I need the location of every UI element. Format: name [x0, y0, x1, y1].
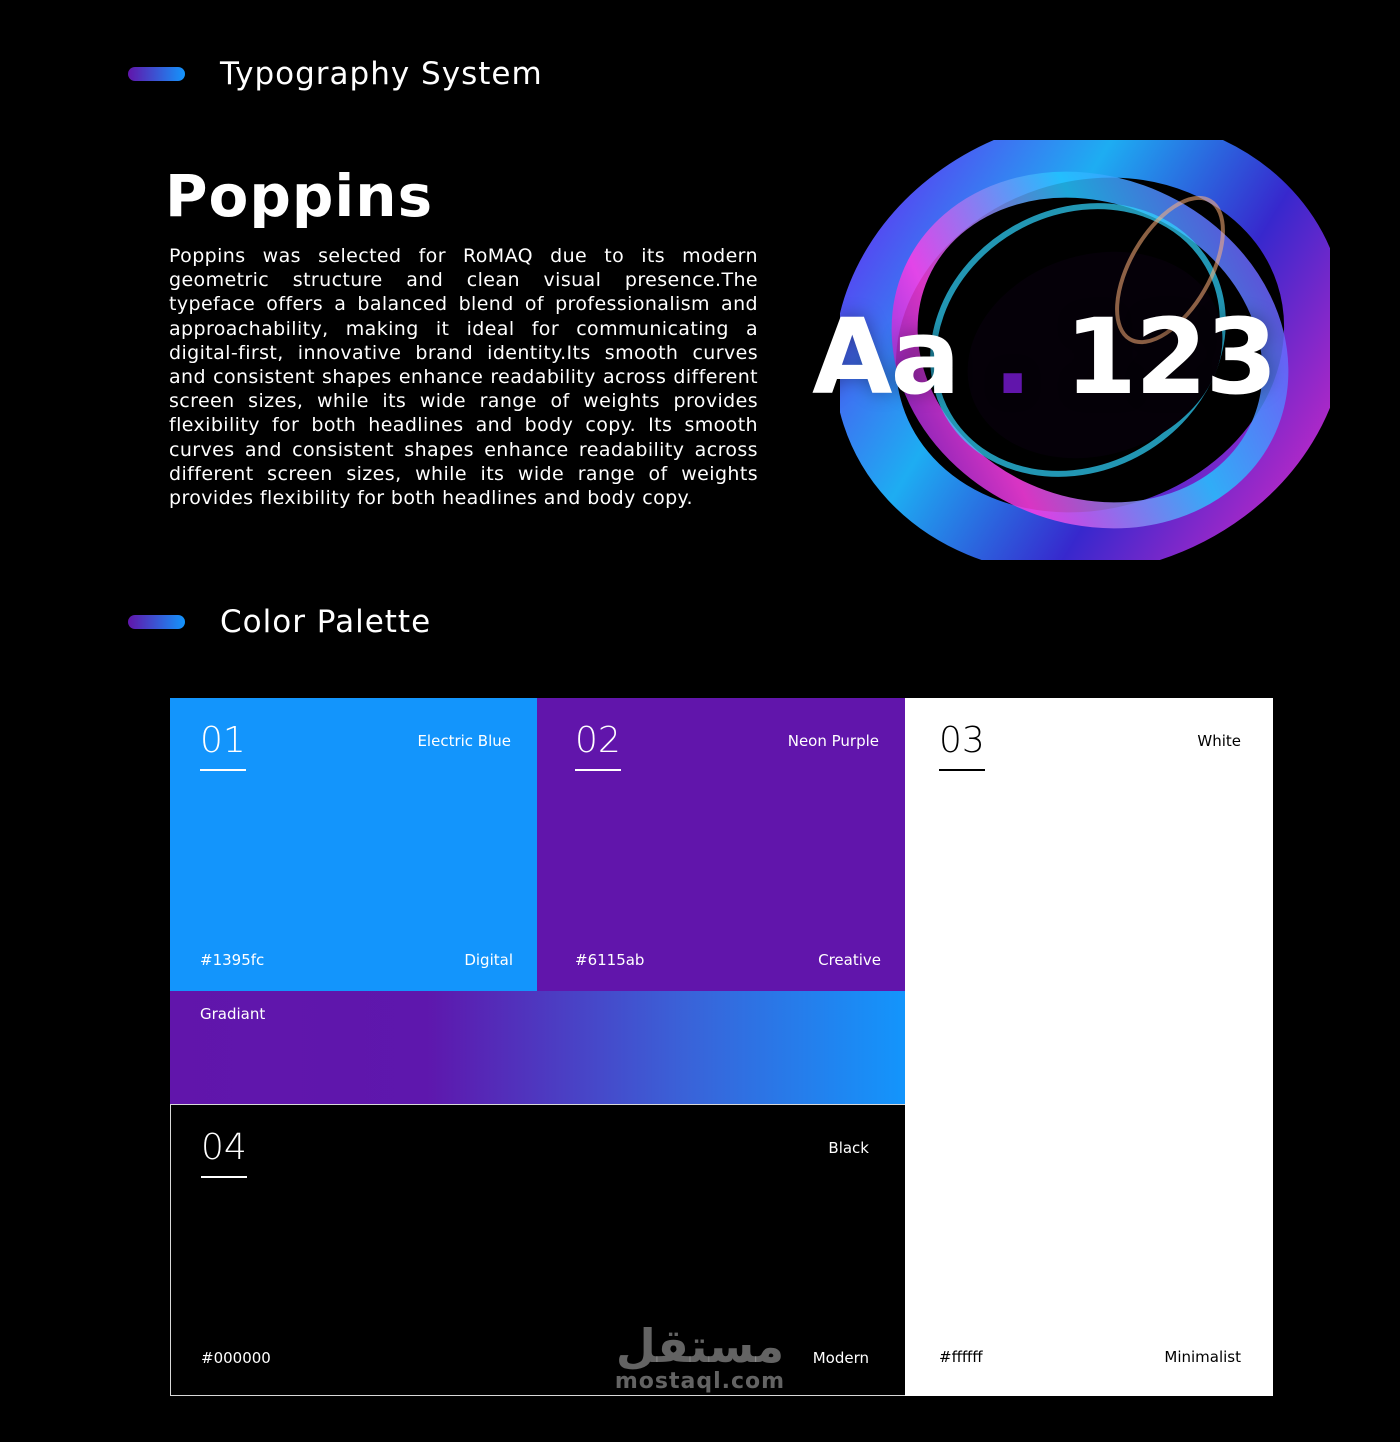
swatch-hex: #1395fc [200, 951, 265, 969]
swatch-gradient [170, 991, 905, 1104]
swatch-white [905, 698, 1273, 1396]
swatch-tag: Modern [812, 1349, 869, 1367]
swatch-hex: #ffffff [939, 1348, 983, 1366]
color-section-title: Color Palette [220, 604, 432, 640]
swatch-tag: Minimalist [1164, 1348, 1241, 1366]
swatch-tag: Creative [818, 951, 881, 969]
swatch-number: 04 [201, 1127, 247, 1172]
specimen-dot: . [992, 296, 1031, 418]
gradient-label: Gradiant [200, 1005, 266, 1023]
swatch-hex: #6115ab [575, 951, 645, 969]
swatch-number: 02 [575, 720, 621, 765]
swatch-name: Electric Blue [417, 732, 511, 750]
font-name-heading: Poppins [165, 162, 434, 230]
typography-section-header [128, 56, 543, 92]
gradient-pill-icon [128, 615, 185, 629]
swatch-tag: Digital [464, 951, 513, 969]
watermark-latin: mostaql.com [614, 1369, 786, 1394]
specimen-letters: Aa [812, 296, 959, 418]
swatch-name: White [1197, 732, 1241, 750]
swatch-neon-purple [537, 698, 905, 991]
swatch-electric-blue [170, 698, 537, 991]
watermark-arabic: مستقل [615, 1319, 785, 1373]
typography-section-title: Typography System [220, 56, 543, 92]
swatch-name: Black [828, 1139, 869, 1157]
font-specimen [812, 296, 1276, 418]
mostaql-watermark [600, 1319, 800, 1394]
swatch-name: Neon Purple [787, 732, 879, 750]
color-section-header [128, 604, 431, 640]
swatch-number: 01 [200, 720, 246, 765]
font-description: Poppins was selected for RoMAQ due to its modern geometric structure and clean visual presence.The typeface offers a balanced blend of professionalism and approachability, making it ideal for communicating a digital-first, innovative brand identity.Its smooth curves and consistent shapes enhance readability across different screen sizes, while its wide range of weights provides flexibility for both headlines and body copy. Its smooth curves and consistent shapes enhance readability across different screen sizes, while its wide range of weights provides flexibility for both headlines and body copy. [169, 245, 758, 510]
gradient-pill-icon [128, 67, 185, 81]
specimen-numbers: 123 [1064, 296, 1276, 418]
swatch-hex: #000000 [201, 1349, 271, 1367]
swatch-number: 03 [939, 720, 985, 765]
